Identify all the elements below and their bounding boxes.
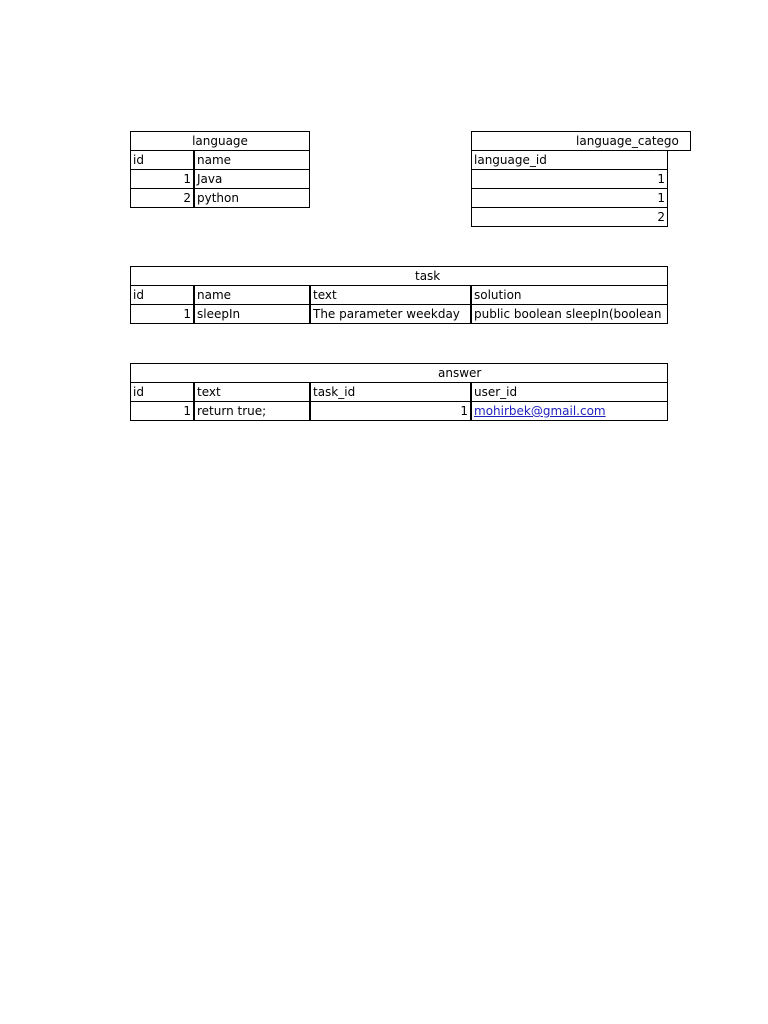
answer-row-1-text: return true; (194, 401, 310, 421)
answer-header-text: text (194, 382, 310, 402)
task-row-1-id: 1 (130, 304, 194, 324)
language-category-header-language-id: language_id (471, 150, 668, 170)
language-row-1-name: Java (194, 169, 310, 189)
language-row-2-name: python (194, 188, 310, 208)
answer-header-task-id: task_id (310, 382, 471, 402)
answer-row-1-user-id (471, 401, 668, 421)
task-header-name: name (194, 285, 310, 305)
answer-row-1-id: 1 (130, 401, 194, 421)
task-header-id: id (130, 285, 194, 305)
language-category-row-3: 2 (471, 207, 668, 227)
task-header-solution: solution (471, 285, 668, 305)
task-title: task (130, 266, 668, 286)
answer-title: answer (130, 363, 668, 383)
task-row-1-solution: public boolean sleepIn(boolean (471, 304, 668, 324)
answer-header-id: id (130, 382, 194, 402)
language-category-row-1: 1 (471, 169, 668, 189)
language-header-id: id (130, 150, 194, 170)
language-header-name: name (194, 150, 310, 170)
answer-row-1-task-id: 1 (310, 401, 471, 421)
answer-header-user-id: user_id (471, 382, 668, 402)
language-category-row-2: 1 (471, 188, 668, 208)
task-row-1-name: sleepIn (194, 304, 310, 324)
task-header-text: text (310, 285, 471, 305)
language-category-title: language_catego (471, 131, 691, 151)
language-row-2-id: 2 (130, 188, 194, 208)
language-row-1-id: 1 (130, 169, 194, 189)
email-link[interactable]: mohirbek@gmail.com (474, 404, 606, 418)
task-row-1-text: The parameter weekday (310, 304, 471, 324)
language-title: language (130, 131, 310, 151)
